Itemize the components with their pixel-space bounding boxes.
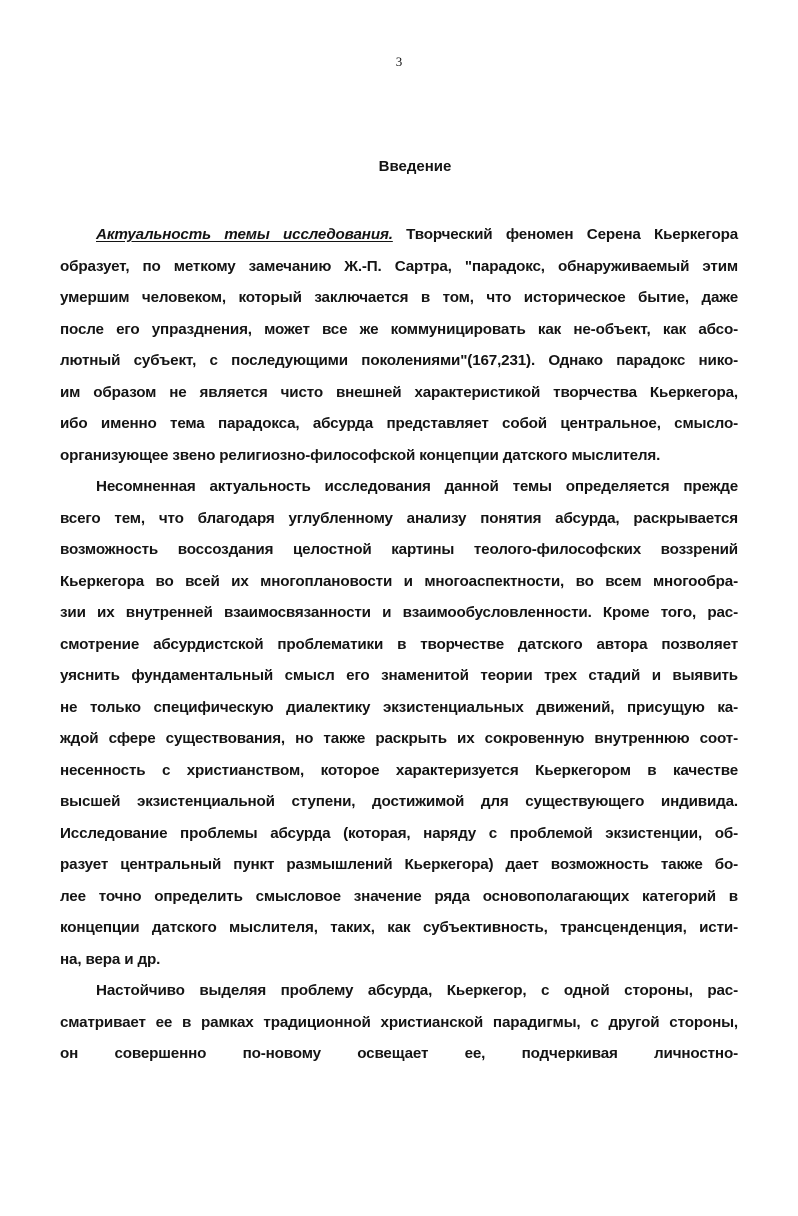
paragraph-1-line-1: Актуальность темы исследования. Творческий феномен Серена Кьеркегора bbox=[96, 226, 738, 243]
paragraph-1-line-5: лютный субъект, с последующими поколениями"(167,231). Однако парадокс нико- bbox=[60, 352, 738, 369]
paragraph-2-line-16: на, вера и др. bbox=[60, 950, 161, 968]
section-heading: Введение bbox=[378, 158, 452, 175]
paragraph-2-line-4: Кьеркегора во всей их многоплановости и многоаспектности, во всем многообра- bbox=[60, 572, 738, 590]
paragraph-1-line-6: им образом не является чисто внешней характеристикой творчества Кьеркегора, bbox=[60, 383, 738, 401]
paragraph-2-line-3: возможность воссоздания целостной картины теолого-философских воззрений bbox=[60, 541, 738, 558]
paragraph-2-line-11: высшей экзистенциальной ступени, достижимой для существующего индивида. bbox=[60, 793, 738, 810]
paragraph-2-line-7: уяснить фундаментальный смысл его знаменитой теории трех стадий и выявить bbox=[60, 667, 738, 684]
paragraph-1-line-7: ибо именно тема парадокса, абсурда представляет собой центральное, смысло- bbox=[60, 415, 738, 432]
body-text bbox=[60, 219, 738, 1070]
paragraph-1-line-2: образует, по меткому замечанию Ж.-П. Сартра, "парадокс, обнаруживаемый этим bbox=[60, 257, 738, 275]
paragraph-1-line-4: после его упразднения, может все же коммуницировать как не-объект, как абсо- bbox=[60, 320, 738, 338]
paragraph-2-line-14: лее точно определить смысловое значение ряда основополагающих категорий в bbox=[60, 887, 738, 905]
paragraph-2-line-13: разует центральный пункт размышлений Кьеркегора) дает возможность также бо- bbox=[60, 856, 738, 873]
paragraph-3-line-3: он совершенно по-новому освещает ее, подчеркивая личностно- bbox=[60, 1045, 738, 1062]
paragraph-2-line-2: всего тем, что благодаря углубленному анализу понятия абсурда, раскрывается bbox=[60, 509, 738, 527]
paragraph-2-line-12: Исследование проблемы абсурда (которая, наряду с проблемой экзистенции, об- bbox=[60, 824, 738, 842]
paragraph-1-line-8: организующее звено религиозно-философской концепции датского мыслителя. bbox=[60, 446, 661, 464]
paragraph-2-line-5: зии их внутренней взаимосвязанности и взаимообусловленности. Кроме того, рас- bbox=[60, 604, 738, 621]
paragraph-2-line-8: не только специфическую диалектику экзистенциальных движений, присущую ка- bbox=[60, 698, 738, 716]
paragraph-2-line-9: ждой сфере существования, но также раскрыть их сокровенную внутреннюю соот- bbox=[60, 730, 738, 747]
paragraph-2-line-6: смотрение абсурдистской проблематики в творчестве датского автора позволяет bbox=[60, 635, 738, 653]
paragraph-2-line-10: несенность с христианством, которое характеризуется Кьеркегором в качестве bbox=[60, 761, 738, 779]
paragraph-2-line-1: Несомненная актуальность исследования данной темы определяется прежде bbox=[96, 478, 738, 495]
paragraph-2-line-15: концепции датского мыслителя, таких, как субъективность, трансценденция, исти- bbox=[60, 919, 738, 936]
topic-relevance-lead: Актуальность темы исследования. bbox=[96, 226, 393, 243]
paragraph-3-line-2: сматривает ее в рамках традиционной христианской парадигмы, с другой стороны, bbox=[60, 1013, 738, 1031]
paragraph-3-line-1: Настойчиво выделяя проблему абсурда, Кьеркегор, с одной стороны, рас- bbox=[96, 982, 738, 999]
page-number: 3 bbox=[395, 54, 403, 69]
paragraph-1-line-3: умершим человеком, который заключается в том, что историческое бытие, даже bbox=[60, 289, 738, 306]
